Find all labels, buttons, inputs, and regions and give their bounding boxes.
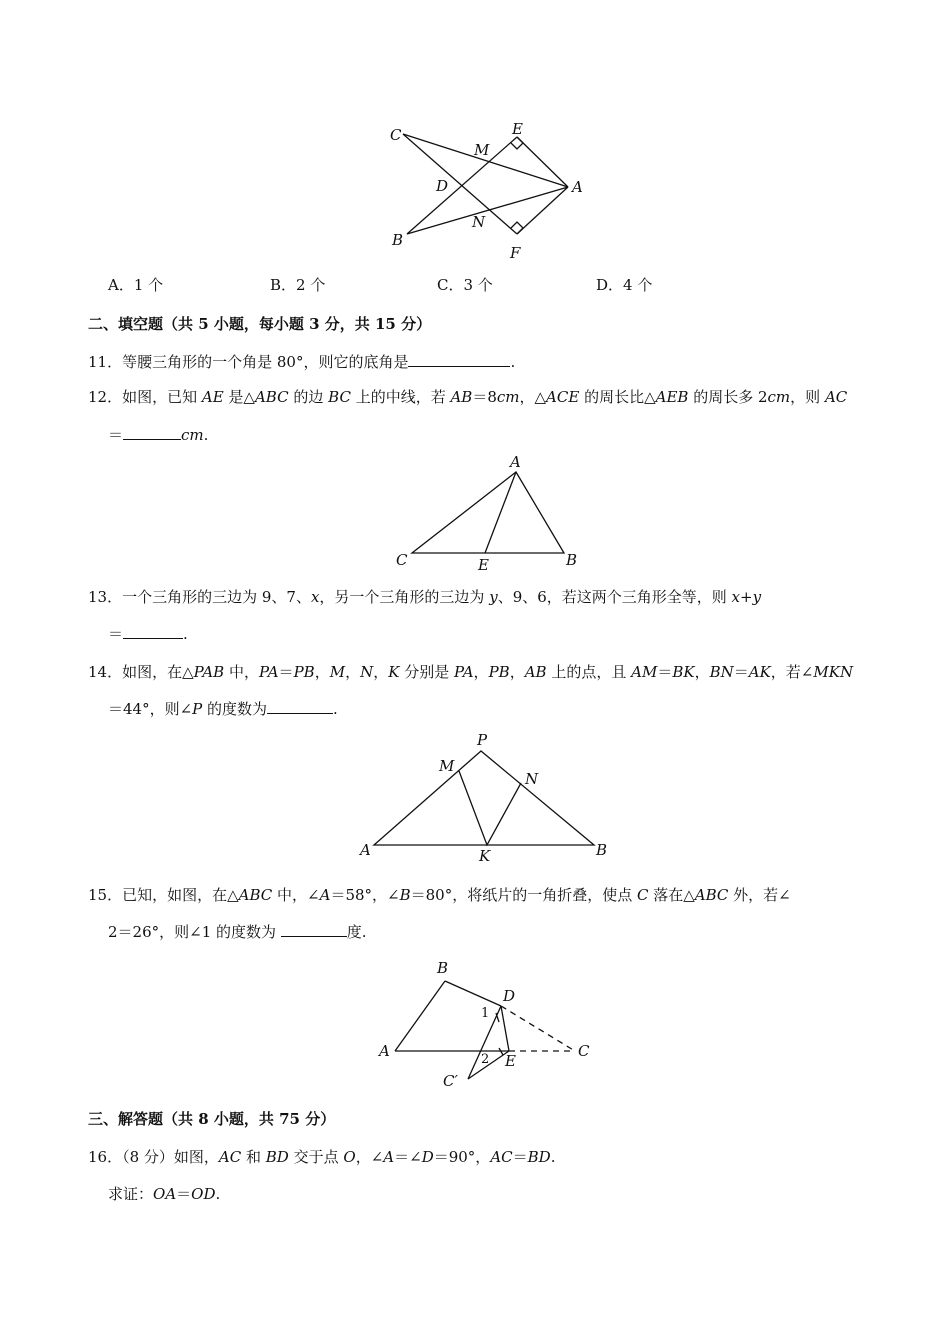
label-E: E bbox=[478, 556, 489, 574]
label-1: 1 bbox=[481, 1006, 490, 1021]
label-P: P bbox=[477, 731, 488, 749]
label-C-prime: C′ bbox=[443, 1072, 458, 1090]
answer-blank-13 bbox=[123, 624, 183, 639]
answer-blank-14 bbox=[267, 699, 333, 714]
answer-blank-11 bbox=[408, 352, 510, 367]
label-2: 2 bbox=[481, 1052, 490, 1067]
label-M: M bbox=[474, 141, 490, 159]
label-A: A bbox=[572, 178, 583, 196]
question-16-line2: 求证：OA＝OD. bbox=[108, 1185, 221, 1203]
section-2-title: 二、填空题（共 5 小题，每小题 3 分，共 15 分） bbox=[88, 315, 432, 333]
label-K: K bbox=[479, 847, 491, 865]
q11-text: 11．等腰三角形的一个角是 80°，则它的底角是 bbox=[88, 353, 409, 371]
label-B: B bbox=[596, 841, 608, 859]
question-14-line1: 14．如图，在△PAB 中，PA＝PB，M，N，K 分别是 PA，PB，AB 上的点，且 AM＝BK，BN＝AK，若∠MKN bbox=[88, 663, 854, 681]
label-N: N bbox=[472, 213, 486, 231]
label-C: C bbox=[396, 551, 408, 569]
label-B: B bbox=[392, 231, 404, 249]
label-N: N bbox=[525, 770, 539, 788]
label-B: B bbox=[437, 959, 449, 977]
question-15-line2: 2＝26°，则∠1 的度数为 度. bbox=[108, 923, 367, 941]
question-15-line1: 15．已知，如图，在△ABC 中，∠A＝58°，∠B＝80°，将纸片的一角折叠，使点 C 落在△ABC 外，若∠ bbox=[88, 886, 791, 904]
answer-blank-12 bbox=[123, 425, 181, 440]
option-d: D．4 个 bbox=[596, 276, 653, 294]
figure-q14 bbox=[356, 728, 618, 866]
figure-q15 bbox=[375, 956, 605, 1092]
option-c: C．3 个 bbox=[437, 276, 493, 294]
label-C: C bbox=[390, 126, 402, 144]
answer-blank-15 bbox=[281, 922, 347, 937]
label-E: E bbox=[505, 1052, 516, 1070]
question-14-line2: ＝44°，则∠P 的度数为 . bbox=[108, 700, 338, 718]
label-E: E bbox=[512, 120, 523, 138]
label-F: F bbox=[510, 244, 521, 262]
question-11: 11．等腰三角形的一个角是 80°，则它的底角是 . bbox=[88, 353, 516, 371]
label-B: B bbox=[566, 551, 578, 569]
question-12-line2: ＝ cm. bbox=[108, 426, 209, 444]
figure-q12 bbox=[388, 452, 588, 574]
label-A: A bbox=[360, 841, 371, 859]
section-3-title: 三、解答题（共 8 小题，共 75 分） bbox=[88, 1110, 336, 1128]
figure-q10 bbox=[380, 118, 590, 264]
question-13-line2: ＝ . bbox=[108, 625, 188, 643]
label-M: M bbox=[439, 757, 455, 775]
question-12-line1: 12．如图，已知 AE 是△ABC 的边 BC 上的中线，若 AB＝8cm，△ACE 的周长比△AEB 的周长多 2cm，则 AC bbox=[88, 388, 848, 406]
question-16-line1: 16．（8 分）如图，AC 和 BD 交于点 O，∠A＝∠D＝90°，AC＝BD. bbox=[88, 1148, 556, 1166]
option-a: A．1 个 bbox=[108, 276, 164, 294]
label-A: A bbox=[379, 1042, 390, 1060]
label-D: D bbox=[503, 987, 516, 1005]
label-C: C bbox=[578, 1042, 590, 1060]
option-b: B．2 个 bbox=[270, 276, 326, 294]
label-A: A bbox=[510, 453, 521, 471]
question-13-line1: 13．一个三角形的三边为 9、7、x，另一个三角形的三边为 y、9、6，若这两个三角形全等，则 x+y bbox=[88, 588, 762, 606]
label-D: D bbox=[436, 177, 449, 195]
